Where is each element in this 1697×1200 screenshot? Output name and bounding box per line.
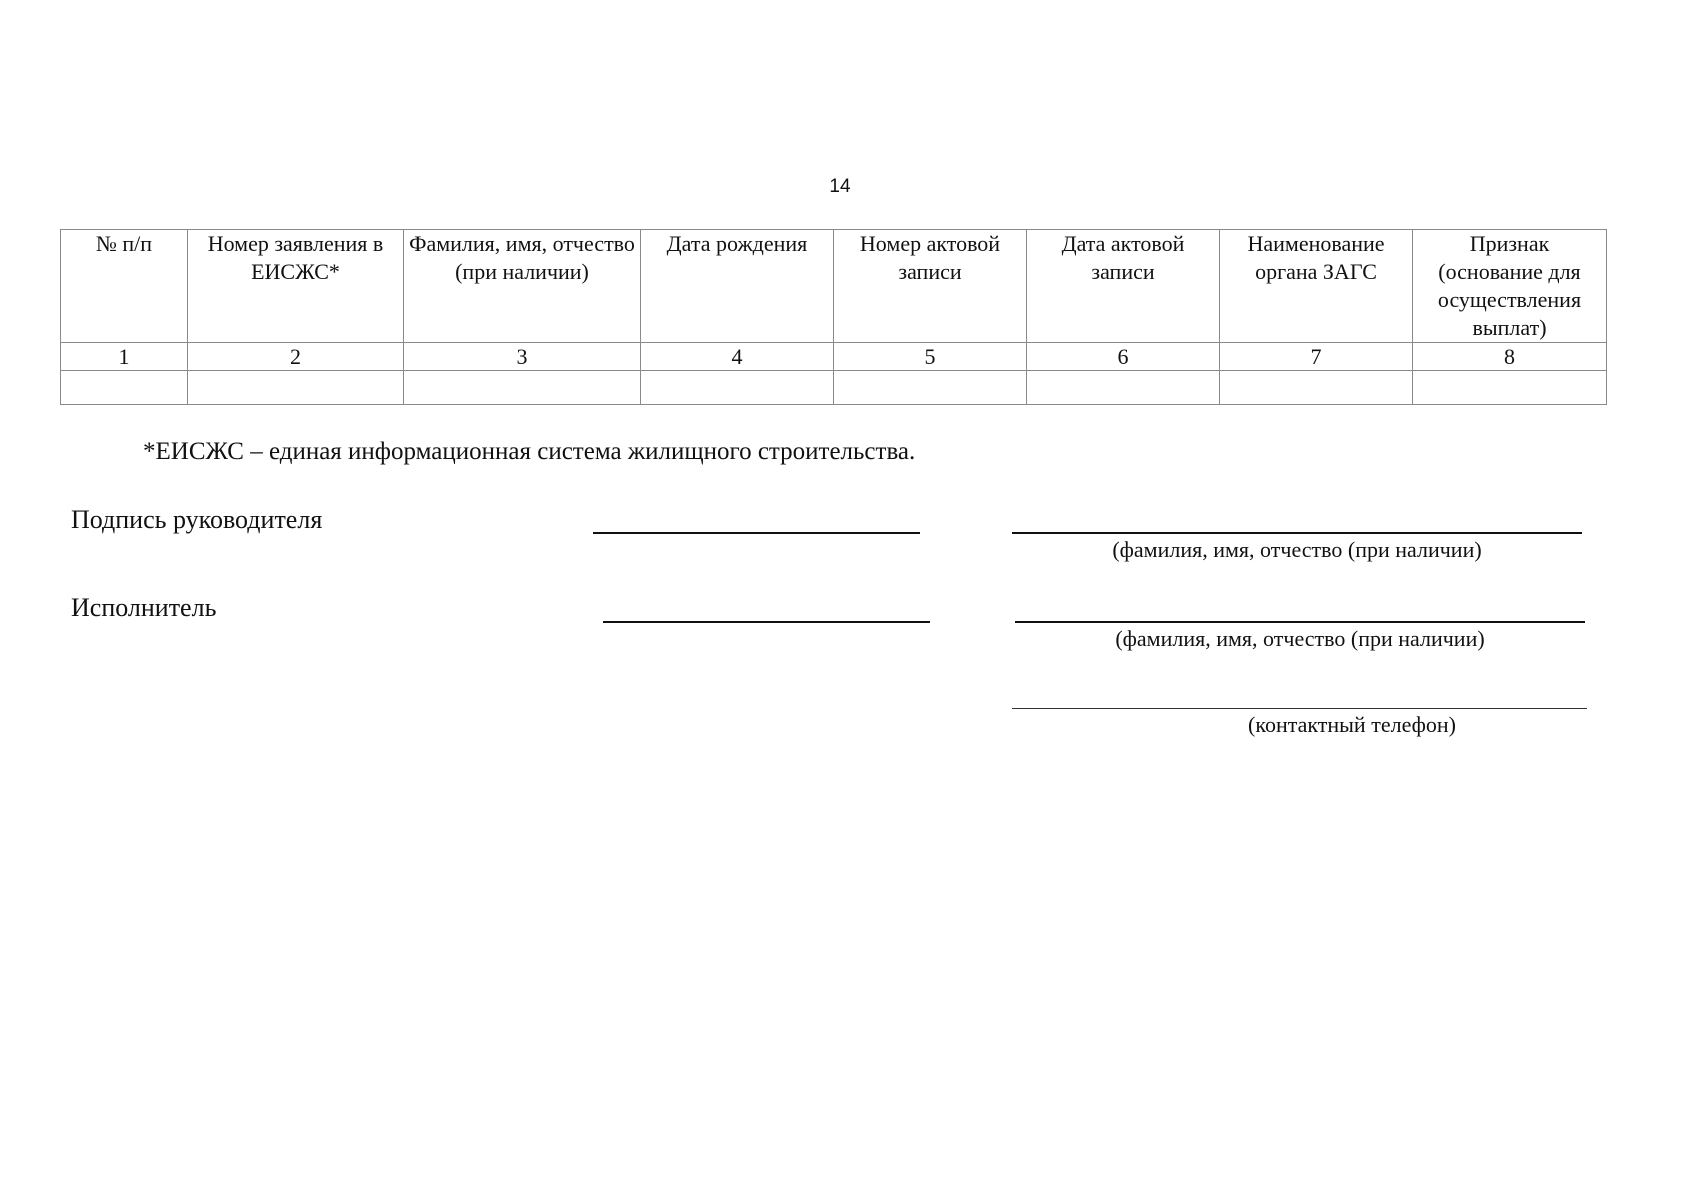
phone-caption: (контактный телефон) [1248,712,1456,737]
table-cell [1413,371,1607,405]
executor-name-caption: (фамилия, имя, отчество (при наличии) [1115,626,1485,651]
column-number-cell: 7 [1220,343,1413,371]
header-cell-payment-basis: Признак (основание для осуществления выплат) [1413,230,1607,343]
column-number-cell: 8 [1413,343,1607,371]
column-number-cell: 4 [641,343,834,371]
column-number-cell: 3 [404,343,641,371]
table-header-row [61,230,1607,343]
registry-table [60,229,1607,405]
head-signature-line [593,532,920,534]
footnote: *ЕИСЖС – единая информационная система жилищного строительства. [143,438,916,465]
head-name-caption: (фамилия, имя, отчество (при наличии) [1112,537,1482,562]
table-cell [404,371,641,405]
column-number-cell: 5 [834,343,1027,371]
header-cell-full-name: Фамилия, имя, отчество (при наличии) [404,230,641,343]
table-cell [1220,371,1413,405]
header-cell-number: № п/п [61,230,188,343]
column-number-cell: 1 [61,343,188,371]
executor-signature-line [603,621,930,623]
header-cell-act-record-number: Номер актовой записи [834,230,1027,343]
head-name-line [1012,532,1582,534]
phone-line [1012,708,1587,709]
table-row [61,371,1607,405]
table-cell [188,371,404,405]
column-number-row [61,343,1607,371]
table-cell [834,371,1027,405]
header-cell-application-number: Номер заявления в ЕИСЖС* [188,230,404,343]
executor-label: Исполнитель [71,593,217,622]
column-number-cell: 2 [188,343,404,371]
table-cell [1027,371,1220,405]
table-cell [61,371,188,405]
head-signature-label: Подпись руководителя [71,505,323,534]
column-number-cell: 6 [1027,343,1220,371]
executor-name-line [1015,621,1585,623]
page-number: 14 [829,176,851,197]
header-cell-act-record-date: Дата актовой записи [1027,230,1220,343]
table-cell [641,371,834,405]
header-cell-birth-date: Дата рождения [641,230,834,343]
header-cell-registry-office: Наименование органа ЗАГС [1220,230,1413,343]
